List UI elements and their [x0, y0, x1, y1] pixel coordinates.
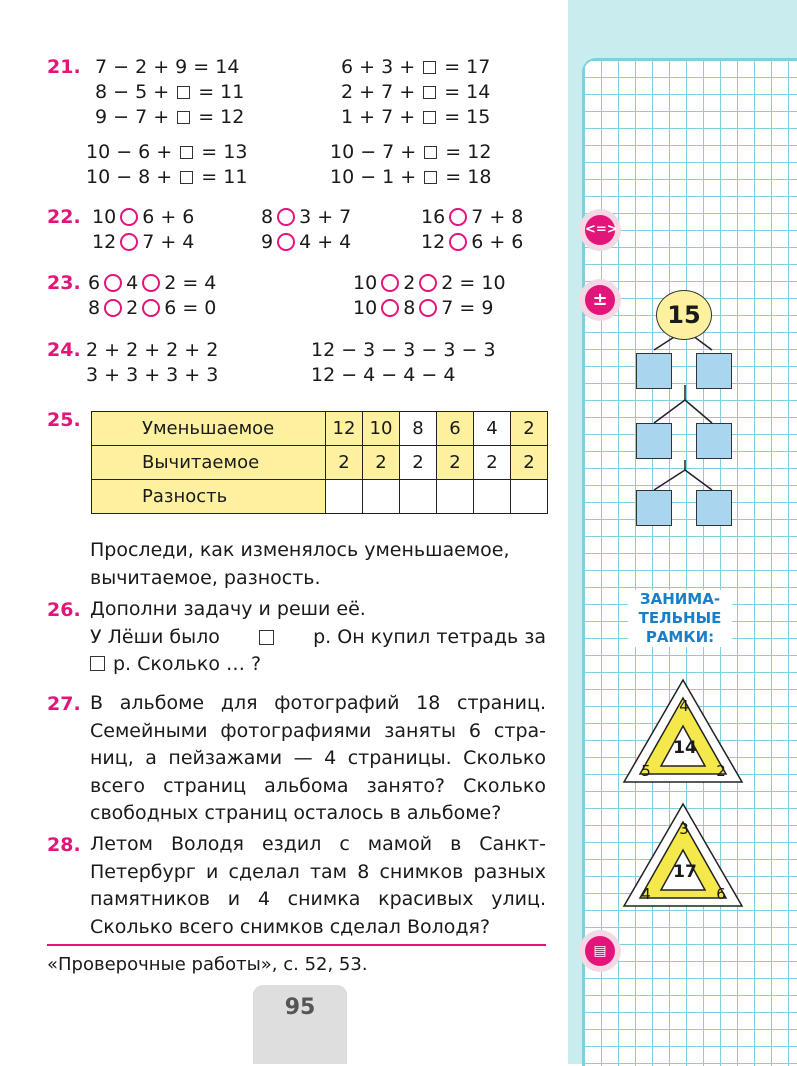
ex27-line: свободных страниц осталось в альбоме?: [90, 802, 502, 824]
plus-minus-icon: ±: [579, 279, 621, 321]
exercise-27-number: 27.: [47, 693, 81, 715]
blank-box: [180, 171, 193, 184]
frame2-top: 3: [679, 820, 689, 838]
table-cell: 12: [326, 412, 363, 446]
tree-box: [636, 353, 672, 389]
blank-box: [423, 86, 436, 99]
workbook-reference: «Проверочные работы», с. 52, 53.: [47, 954, 368, 975]
frame2-right: 6: [716, 885, 726, 903]
ex23-equation: 10 2 2 = 10: [353, 272, 506, 294]
blank-box: [259, 630, 274, 645]
frame1-left: 5: [641, 762, 651, 780]
ex21-equation: 7 − 2 + 9 = 14: [95, 56, 240, 78]
table-cell: 2: [474, 446, 511, 480]
table-cell[interactable]: [326, 480, 363, 514]
blank-box: [177, 86, 190, 99]
ex24-right-2: 12 − 4 − 4 − 4: [311, 364, 456, 386]
row-label: Разность: [92, 480, 326, 514]
table-cell: 6: [437, 412, 474, 446]
frame1-top: 4: [679, 697, 689, 715]
compare-circle: [277, 233, 295, 251]
tree-box: [696, 423, 732, 459]
blank-box: [423, 111, 436, 124]
ex24-left-1: 2 + 2 + 2 + 2: [86, 339, 219, 361]
ex21-equation: 10 − 7 + = 12: [330, 141, 492, 163]
table-cell: 4: [474, 412, 511, 446]
ex23-equation: 6 4 2 = 4: [88, 272, 217, 294]
ex21-equation: 8 − 5 + = 11: [95, 81, 245, 103]
ex21-equation: 10 − 8 + = 11: [86, 166, 248, 188]
blank-box: [177, 111, 190, 124]
sign-circle: [142, 274, 160, 292]
tree-box: [636, 423, 672, 459]
ex25-text: [90, 537, 546, 592]
blank-box: [423, 61, 436, 74]
table-cell[interactable]: [511, 480, 548, 514]
sign-circle: [381, 274, 399, 292]
table-cell: 2: [326, 446, 363, 480]
ex21-equation: 6 + 3 + = 17: [341, 56, 491, 78]
frame1-right: 2: [716, 762, 726, 780]
table-cell: 10: [363, 412, 400, 446]
blank-box: [424, 146, 437, 159]
ex21-equation: 9 − 7 + = 12: [95, 106, 245, 128]
ex21-equation: 1 + 7 + = 15: [341, 106, 491, 128]
sign-circle: [419, 274, 437, 292]
page-number: 95: [284, 995, 316, 1020]
ex28-line: памятников и 4 снимка красивых улиц.: [90, 888, 546, 910]
table-cell: 2: [511, 446, 548, 480]
table-cell: 2: [437, 446, 474, 480]
tree-box: [636, 490, 672, 526]
frames-title: ЗАНИМА- ТЕЛЬНЫЕ РАМКИ:: [628, 590, 732, 647]
exercise-26-number: 26.: [47, 599, 81, 621]
ex21-equation: 10 − 6 + = 13: [86, 141, 248, 163]
exercise-21-number: 21.: [47, 56, 81, 78]
ex26-line-3: р. Сколько … ?: [90, 651, 546, 679]
exercise-23-number: 23.: [47, 272, 81, 294]
ex24-right-1: 12 − 3 − 3 − 3 − 3: [311, 339, 496, 361]
row-label: Вычитаемое: [92, 446, 326, 480]
ex28-line: Петербург и сделал там 8 снимков разных: [90, 860, 546, 883]
grid-paper: [582, 58, 797, 1066]
ex21-equation: 2 + 7 + = 14: [341, 81, 491, 103]
ex22-comparison: 9 4 + 4: [261, 231, 352, 253]
ex22-comparison: 16 7 + 8: [421, 206, 524, 228]
frame2-center: 17: [673, 862, 697, 882]
frame2-left: 4: [641, 885, 651, 903]
ex28-line: Сколько всего снимков сделал Володя?: [90, 915, 491, 938]
blank-box: [90, 656, 105, 671]
ex27-line: ниц, а пейзажами — 4 страницы. Сколько: [90, 747, 546, 769]
ex27-line: всего страниц альбома занято? Сколько: [90, 774, 546, 797]
footer-divider: [47, 944, 546, 946]
table-cell: 2: [400, 446, 437, 480]
ex25-text-line-1: Проследи, как изменялось уменьшаемое,: [90, 539, 510, 561]
subtraction-table: [91, 411, 548, 514]
tree-box: [696, 490, 732, 526]
table-cell: 8: [400, 412, 437, 446]
table-cell[interactable]: [474, 480, 511, 514]
ex26-line-1: Дополни задачу и реши её.: [90, 598, 366, 620]
frame1-center: 14: [673, 738, 697, 758]
table-cell: 2: [511, 412, 548, 446]
compare-circle: [449, 233, 467, 251]
table-cell[interactable]: [363, 480, 400, 514]
table-cell: 2: [363, 446, 400, 480]
table-row: [92, 480, 548, 514]
sign-circle: [104, 274, 122, 292]
ex22-comparison: 12 7 + 4: [92, 231, 195, 253]
compare-circle: [449, 208, 467, 226]
exercise-22-number: 22.: [47, 206, 81, 228]
table-row: [92, 412, 548, 446]
ex28-line: Летом Володя ездил с мамой в Санкт-: [90, 833, 546, 855]
ex22-comparison: 8 3 + 7: [261, 206, 352, 228]
ex27-text: [90, 690, 546, 828]
sign-circle: [104, 299, 122, 317]
exercise-25-number: 25.: [47, 409, 81, 431]
ex27-line: Семейными фотографиями заняты 6 стра-: [90, 719, 546, 742]
tree-box: [696, 353, 732, 389]
ex23-equation: 10 8 7 = 9: [353, 297, 494, 319]
ex26-line-2: [90, 624, 546, 652]
ex23-equation: 8 2 6 = 0: [88, 297, 217, 319]
ex24-left-2: 3 + 3 + 3 + 3: [86, 364, 219, 386]
ex21-equation: 10 − 1 + = 18: [330, 166, 492, 188]
exercise-24-number: 24.: [47, 339, 81, 361]
ex25-text-line-2: вычитаемое, разность.: [90, 566, 321, 589]
sign-circle: [381, 299, 399, 317]
ex28-text: [90, 831, 546, 941]
ex26-text: [90, 596, 546, 679]
compare-circle: [277, 208, 295, 226]
blank-box: [424, 171, 437, 184]
compare-circle: [120, 208, 138, 226]
table-cell[interactable]: [437, 480, 474, 514]
sign-circle: [419, 299, 437, 317]
tree-top-number: 15: [656, 290, 712, 340]
ex22-comparison: 12 6 + 6: [421, 231, 524, 253]
ex22-comparison: 10 6 + 6: [92, 206, 195, 228]
table-cell[interactable]: [400, 480, 437, 514]
table-row: [92, 446, 548, 480]
compare-icon: <=>: [579, 209, 621, 251]
ex26-line-2b: р. Он купил тетрадь за: [313, 625, 546, 648]
ex26-line-2a: У Лёши было: [90, 625, 220, 648]
blank-box: [180, 146, 193, 159]
sign-circle: [142, 299, 160, 317]
book-icon: ▤: [579, 930, 621, 972]
ex27-line: В альбоме для фотографий 18 страниц.: [90, 692, 546, 714]
exercise-28-number: 28.: [47, 834, 81, 856]
compare-circle: [120, 233, 138, 251]
row-label: Уменьшаемое: [92, 412, 326, 446]
